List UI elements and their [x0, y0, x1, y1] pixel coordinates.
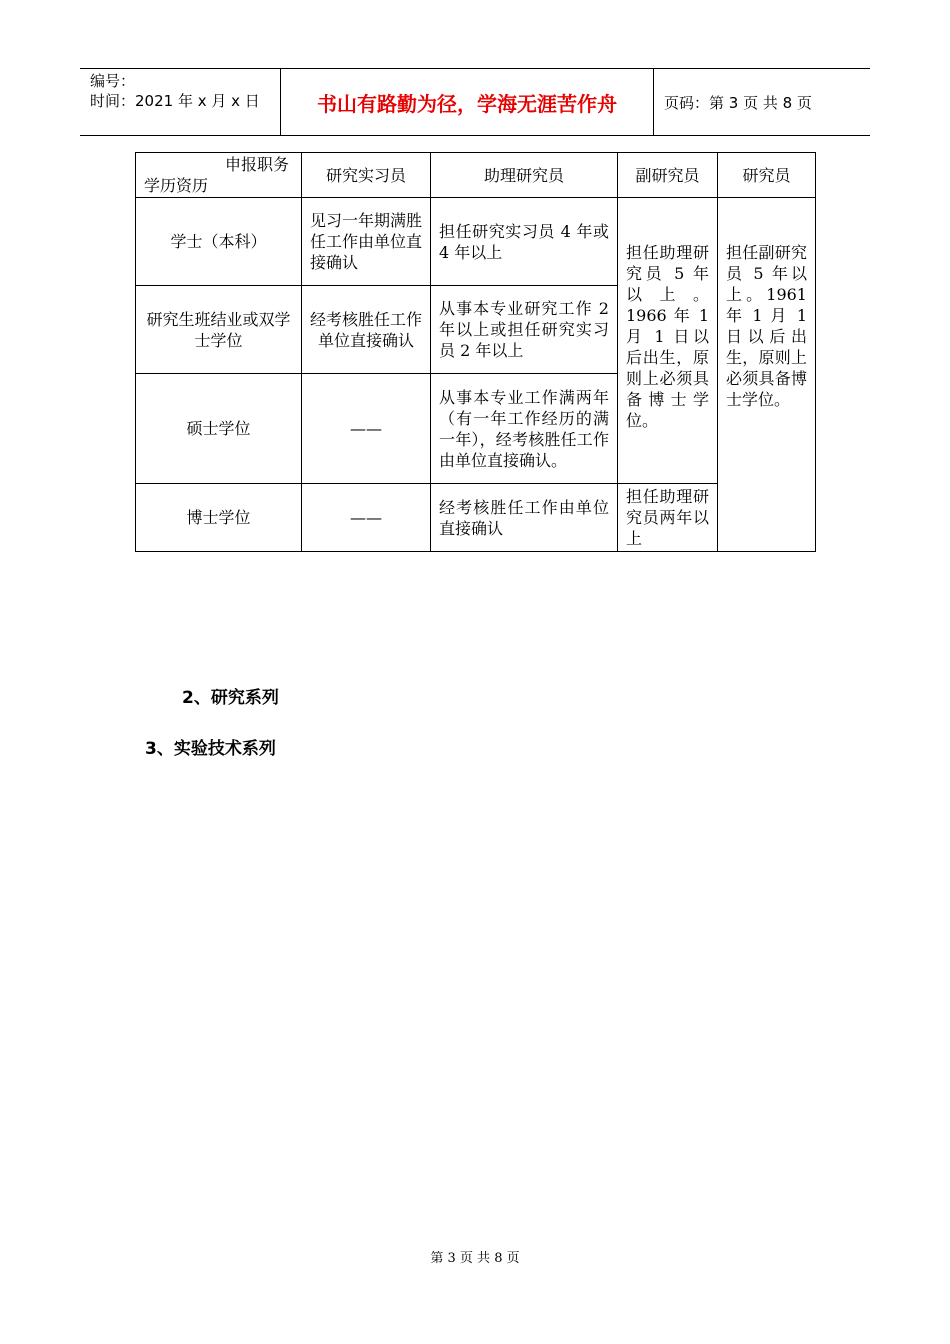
page-header	[80, 68, 870, 136]
document-date: 时间：2021 年 x 月 x 日	[90, 92, 260, 110]
corner-cell	[136, 153, 302, 198]
document-number-label: 编号：	[90, 72, 136, 90]
row-label: 研究生班结业或双学士学位	[136, 286, 302, 374]
header-meta	[80, 69, 281, 135]
page-footer: 第 3 页 共 8 页	[430, 1251, 520, 1266]
associate-merged-cell: 担任助理研究员 5 年以上。1966 年 1 月 1 日以后出生，原则上必须具备博士学位。	[618, 198, 718, 484]
column-header: 副研究员	[618, 153, 718, 198]
table-cell: 从事本专业工作满两年（有一年工作经历的满一年），经考核胜任工作由单位直接确认。	[431, 374, 618, 484]
qualification-table	[135, 152, 816, 552]
row-label: 学士（本科）	[136, 198, 302, 286]
column-header: 研究员	[718, 153, 816, 198]
table-row	[136, 484, 816, 552]
section-heading-lab-tech: 3、实验技术系列	[145, 739, 276, 759]
table-cell: 从事本专业研究工作 2 年以上或担任研究实习员 2 年以上	[431, 286, 618, 374]
header-page-info: 页码：第 3 页 共 8 页	[664, 93, 812, 112]
table-cell: 经考核胜任工作单位直接确认	[302, 286, 431, 374]
table-cell: 经考核胜任工作由单位直接确认	[431, 484, 618, 552]
table-header-row	[136, 153, 816, 198]
corner-top-label: 申报职务	[224, 155, 289, 174]
table-row	[136, 198, 816, 286]
table-cell: 担任研究实习员 4 年或 4 年以上	[431, 198, 618, 286]
row-label: 硕士学位	[136, 374, 302, 484]
researcher-merged-cell: 担任副研究员 5 年以上。1961 年 1 月 1 日以后出生，原则上必须具备博士学位。	[718, 198, 816, 552]
table-cell: ——	[302, 484, 431, 552]
table-cell: 见习一年期满胜任工作由单位直接确认	[302, 198, 431, 286]
section-heading-research: 2、研究系列	[182, 688, 279, 708]
column-header: 研究实习员	[302, 153, 431, 198]
column-header: 助理研究员	[431, 153, 618, 198]
table-cell: ——	[302, 374, 431, 484]
corner-bottom-label: 学历资历	[144, 176, 209, 195]
header-motto: 书山有路勤为径，学海无涯苦作舟	[281, 69, 654, 135]
row-label: 博士学位	[136, 484, 302, 552]
table-cell: 担任助理研究员两年以上	[618, 484, 718, 552]
